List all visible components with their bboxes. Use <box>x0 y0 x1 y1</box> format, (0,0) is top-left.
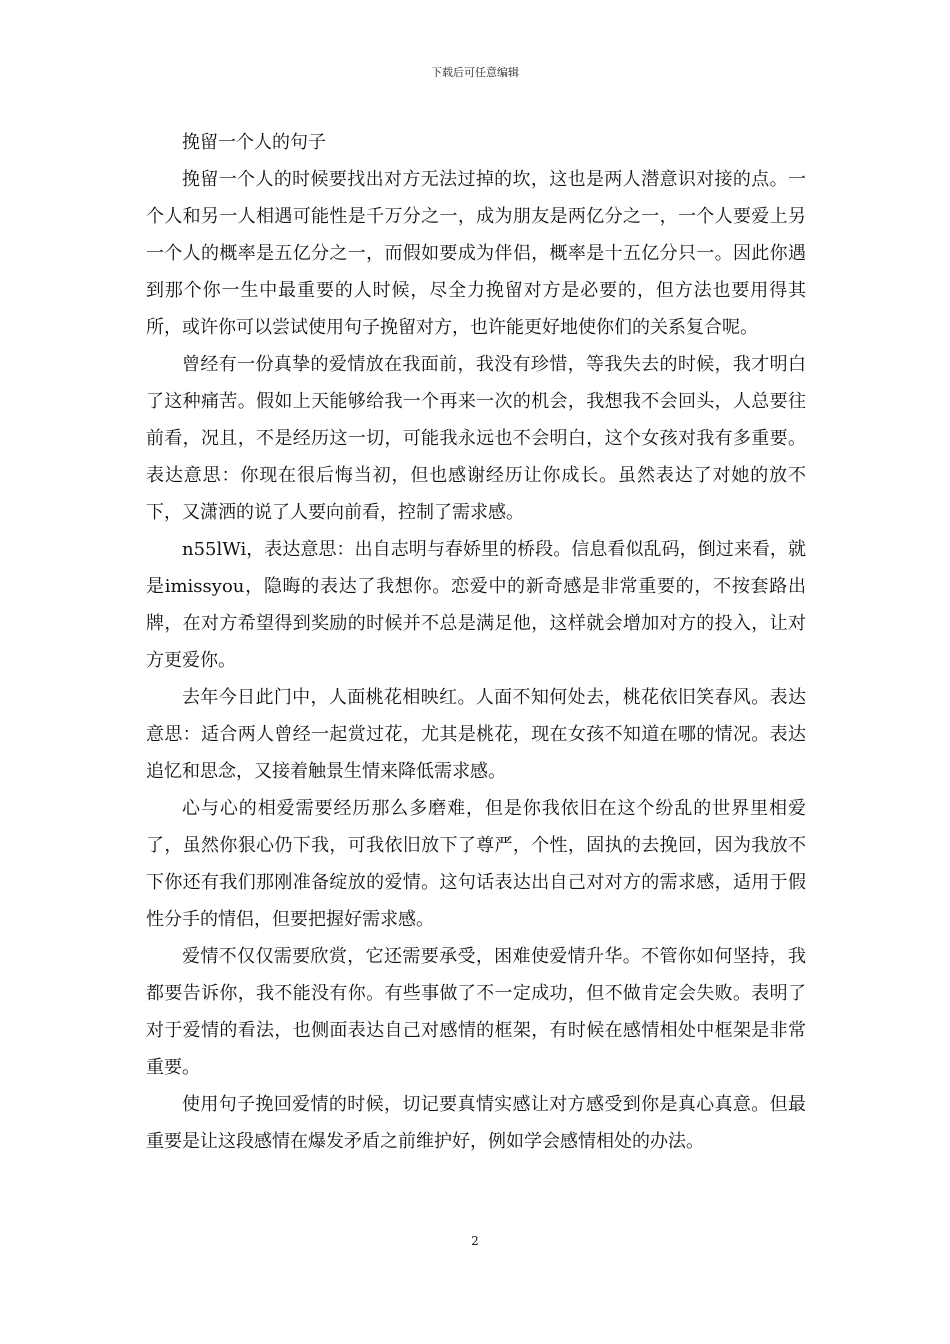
paragraph-2: 曾经有一份真挚的爱情放在我面前，我没有珍惜，等我失去的时候，我才明白了这种痛苦。假如上天能够给我一个再来一次的机会，我想我不会回头，人总要往前看，况且，不是经历这一切，可能我永远也不会明白，这个女孩对我有多重要。表达意思：你现在很后悔当初，但也感谢经历让你成长。虽然表达了对她的放不下，又潇洒的说了人要向前看，控制了需求感。 <box>146 354 806 523</box>
document-body <box>146 124 806 1160</box>
paragraph-5: 心与心的相爱需要经历那么多磨难，但是你我依旧在这个纷乱的世界里相爱了，虽然你狠心仍下我，可我依旧放下了尊严，个性，固执的去挽回，因为我放不下你还有我们那刚准备绽放的爱情。这句话表达出自己对对方的需求感，适用于假性分手的情侣，但要把握好需求感。 <box>146 798 806 930</box>
document-title: 挽留一个人的句子 <box>182 132 326 153</box>
page-number: 2 <box>471 1234 479 1248</box>
paragraph-7: 使用句子挽回爱情的时候，切记要真情实感让对方感受到你是真心真意。但最重要是让这段感情在爆发矛盾之前维护好，例如学会感情相处的办法。 <box>146 1094 806 1152</box>
paragraph-4: 去年今日此门中，人面桃花相映红。人面不知何处去，桃花依旧笑春风。表达意思：适合两人曾经一起赏过花，尤其是桃花，现在女孩不知道在哪的情况。表达追忆和思念，又接着触景生情来降低需求感。 <box>146 687 806 782</box>
page-header: 下载后可任意编辑 <box>431 66 519 79</box>
paragraph-3: n55lWi，表达意思：出自志明与春娇里的桥段。信息看似乱码，倒过来看，就是imissyou，隐晦的表达了我想你。恋爱中的新奇感是非常重要的，不按套路出牌，在对方希望得到奖励的时候并不总是满足他，这样就会增加对方的投入，让对方更爱你。 <box>146 539 806 671</box>
paragraph-6: 爱情不仅仅需要欣赏，它还需要承受，困难使爱情升华。不管你如何坚持，我都要告诉你，我不能没有你。有些事做了不一定成功，但不做肯定会失败。表明了对于爱情的看法，也侧面表达自己对感情的框架，有时候在感情相处中框架是非常重要。 <box>146 946 806 1078</box>
paragraph-1: 挽留一个人的时候要找出对方无法过掉的坎，这也是两人潜意识对接的点。一个人和另一人相遇可能性是千万分之一，成为朋友是两亿分之一，一个人要爱上另一个人的概率是五亿分之一，而假如要成为伴侣，概率是十五亿分只一。因此你遇到那个你一生中最重要的人时候，尽全力挽留对方是必要的，但方法也要用得其所，或许你可以尝试使用句子挽留对方，也许能更好地使你们的关系复合呢。 <box>146 169 806 338</box>
